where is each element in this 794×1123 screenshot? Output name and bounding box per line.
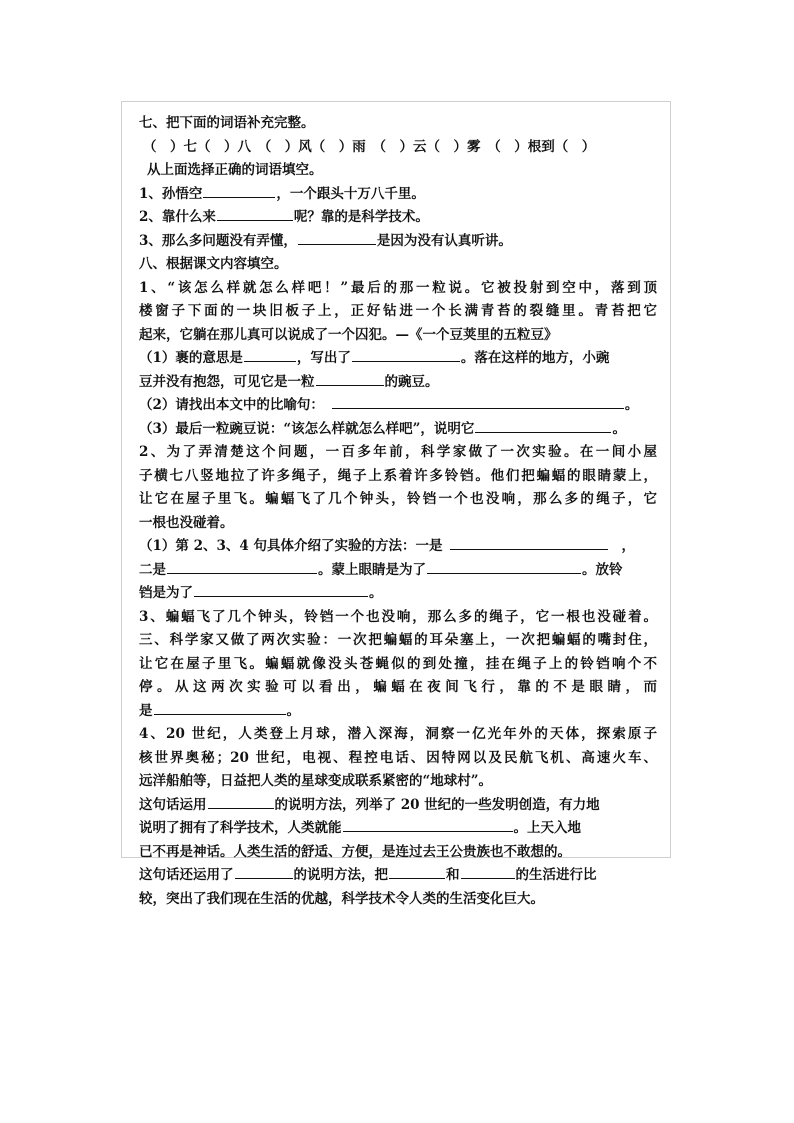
- idiom-fill-line: （ ）七（ ）八 （ ）风（ ）雨 （ ）云（ ）雾 （ ）根到（ ）: [143, 138, 596, 155]
- p1-question-2: （2）请找出本文中的比喻句： 。: [139, 394, 657, 418]
- p1-question-1-cont: 豆并没有抱怨，可见它是一粒 的豌豆。: [139, 371, 657, 395]
- p4-question-2-cont: 较，突出了我们现在生活的优越，科学技术令人类的生活变化巨大。: [139, 890, 544, 907]
- answer-blank[interactable]: [194, 582, 368, 597]
- answer-blank[interactable]: [203, 183, 275, 198]
- p2-question-1-cont: 二是 。蒙上眼睛是为了 。放铃: [139, 559, 657, 583]
- passage-1-line: 起来，它躺在那儿真可以说成了一个囚犯。—《一个豆荚里的五粒豆》: [139, 326, 558, 343]
- passage-3-line: 三、科学家又做了两次实验：一次把蝙蝠的耳朵塞上，一次把蝙蝠的嘴封住，: [139, 632, 657, 648]
- passage-3-line: 让它在屋子里飞。蝙蝠就像没头苍蝇似的到处撞，挂在绳子上的铃铛响个不: [139, 655, 657, 672]
- answer-blank[interactable]: [235, 864, 293, 879]
- answer-blank[interactable]: [389, 864, 445, 879]
- p4-question-2: 这句话还运用了 的说明方法，把 和 的生活进行比: [139, 864, 657, 888]
- passage-4-line: 远洋船舶等，日益把人类的星球变成联系紧密的“地球村”。: [139, 773, 493, 789]
- answer-blank[interactable]: [154, 700, 286, 715]
- q7-item-1: 1、孙悟空 ，一个跟头十万八千里。: [139, 183, 657, 207]
- passage-3-line: 3、蝙蝠飞了几个钟头，铃铛一个也没响，那么多的绳子，它一根也没碰着。: [139, 608, 657, 625]
- passage-3-line: 停。从这两次实验可以看出，蝙蝠在夜间飞行，靠的不是眼睛，而: [139, 679, 657, 695]
- passage-2-line: 让它在屋子里飞。蝙蝠飞了几个钟头，铃铛一个也没响，那么多的绳子，它: [139, 491, 657, 507]
- answer-blank[interactable]: [208, 794, 274, 809]
- answer-blank[interactable]: [343, 817, 513, 832]
- q7-item-2: 2、靠什么来 呢？靠的是科学技术。: [139, 206, 657, 230]
- worksheet-content: [139, 112, 657, 911]
- answer-blank[interactable]: [298, 230, 376, 245]
- section-8-heading: 八、根据课文内容填空。: [139, 256, 288, 272]
- p4-question-1: 这句话运用 的说明方法，列举了 20 世纪的一些发明创造，有力地: [139, 794, 657, 818]
- answer-blank[interactable]: [475, 418, 611, 433]
- passage-1-line: 楼窗子下面的一块旧板子上，正好钻进一个长满青苔的裂缝里。青苔把它: [139, 303, 657, 319]
- answer-blank[interactable]: [427, 559, 581, 574]
- passage-2-line: 2、为了弄清楚这个问题，一百多年前，科学家做了一次实验。在一间小屋: [139, 444, 657, 460]
- passage-4-line: 核世界奥秘；20 世纪，电视、程控电话、因特网以及民航飞机、高速火车、: [139, 749, 657, 766]
- passage-2-line: 子横七八竖地拉了许多绳子，绳子上系着许多铃铛。他们把蝙蝠的眼睛蒙上，: [139, 467, 657, 484]
- p1-question-1: （1）裹的意思是 ，写出了 。落在这样的地方，小豌: [139, 347, 657, 371]
- answer-blank[interactable]: [352, 347, 460, 362]
- p1-question-3: （3）最后一粒豌豆说：“该怎么样就怎么样吧”，说明它 。: [139, 418, 657, 442]
- answer-blank[interactable]: [316, 371, 384, 386]
- answer-blank[interactable]: [167, 559, 317, 574]
- instruction: 从上面选择正确的词语填空。: [147, 162, 323, 178]
- p4-question-1-cont2: 已不再是神话。人类生活的舒适、方便，是连过去王公贵族也不敢想的。: [139, 843, 571, 860]
- answer-blank[interactable]: [217, 206, 293, 221]
- answer-blank[interactable]: [461, 864, 515, 879]
- answer-blank[interactable]: [450, 535, 608, 550]
- passage-1-line: 1、“该怎么样就怎么样吧！”最后的那一粒说。它被投射到空中，落到顶: [139, 279, 657, 296]
- p4-question-1-cont: 说明了拥有了科学技术，人类就能 。上天入地: [139, 817, 657, 841]
- section-7-heading: 七、把下面的词语补充完整。: [139, 115, 315, 131]
- passage-3-end: 是 。: [139, 700, 657, 724]
- answer-blank[interactable]: [244, 347, 296, 362]
- answer-blank[interactable]: [332, 394, 624, 409]
- passage-2-line: 一根也没碰着。: [139, 514, 234, 531]
- passage-4-line: 4、20 世纪，人类登上月球，潜入深海，洞察一亿光年外的天体，探索原子: [139, 726, 657, 742]
- q7-item-3: 3、那么多问题没有弄懂， 是因为没有认真听讲。: [139, 230, 657, 254]
- p2-question-1: （1）第 2、3、4 句具体介绍了实验的方法：一是 ，: [139, 535, 657, 559]
- p2-question-1-cont2: 铛是为了 。: [139, 582, 657, 606]
